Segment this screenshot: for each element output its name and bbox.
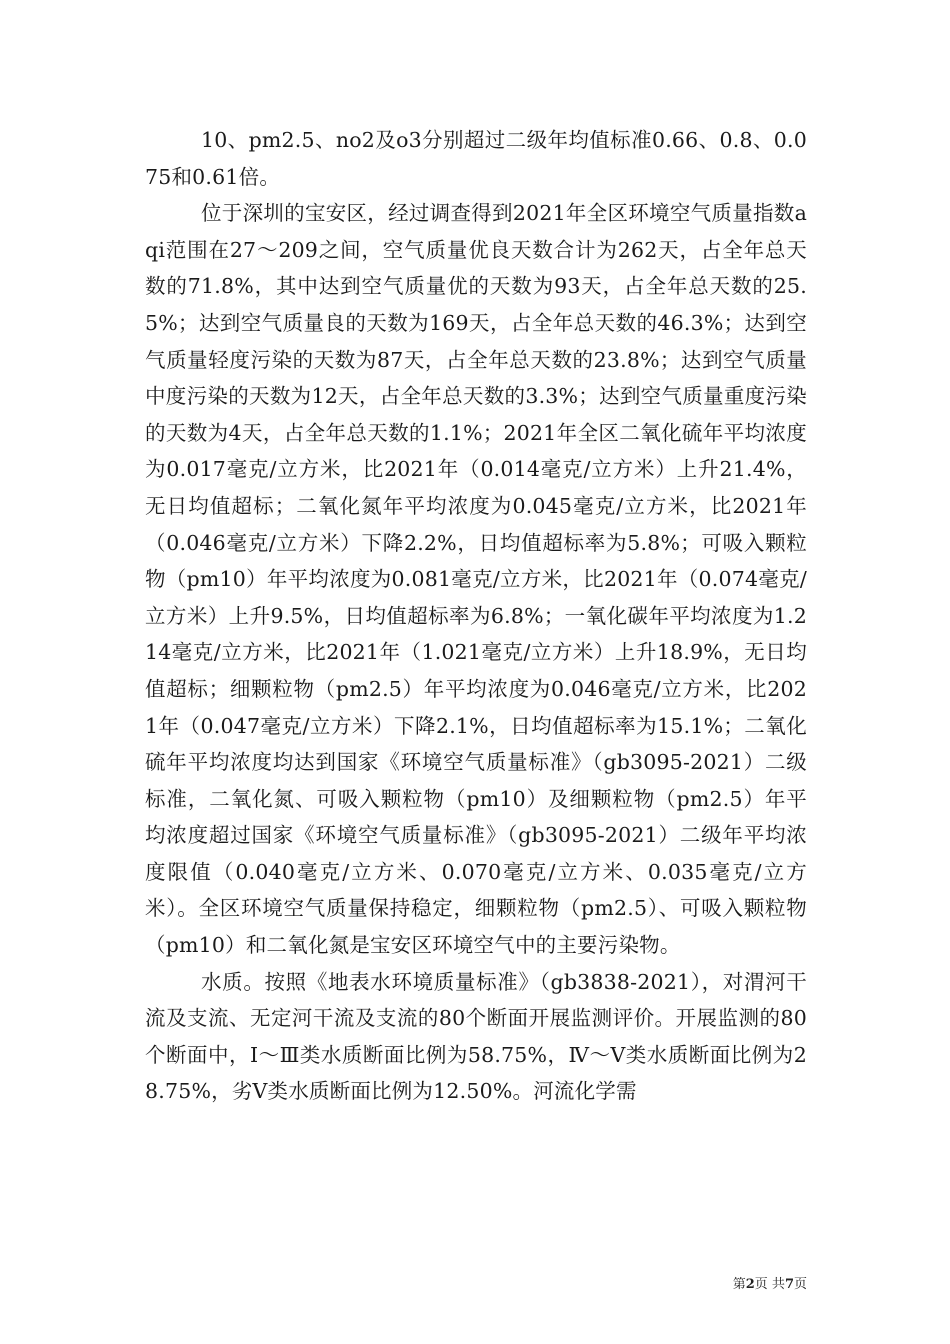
paragraph-air-quality-intro: 10、pm2.5、no2及o3分别超过二级年均值标准0.66、0.8、0.075和0.61倍。 [145,128,807,189]
paragraph-water-quality: 水质。按照《地表水环境质量标准》（gb3838-2021），对渭河干流及支流、无定河干流及支流的80个断面开展监测评价。开展监测的80个断面中，Ⅰ～Ⅲ类水质断面比例为58.75%，Ⅳ～Ⅴ类水质断面比例为28.75%，劣Ⅴ类水质断面比例为12.50%。河流化学需 [145,969,807,1104]
document-body [145,122,807,1110]
footer-total-pages: 7 [784,1277,794,1292]
paragraph-baoan-air-quality: 位于深圳的宝安区，经过调查得到2021年全区环境空气质量指数aqi范围在27～209之间，空气质量优良天数合计为262天，占全年总天数的71.8%，其中达到空气质量优的天数为93天，占全年总天数的25.5%；达到空气质量良的天数为169天，占全年总天数的46.3%；达到空气质量轻度污染的天数为87天，占全年总天数的23.8%；达到空气质量中度污染的天数为12天，占全年总天数的3.3%；达到空气质量重度污染的天数为4天，占全年总天数的1.1%；2021年全区二氧化硫年平均浓度为0.017毫克/立方米，比2021年（0.014毫克/立方米）上升21.4%，无日均值超标；二氧化氮年平均浓度为0.045毫克/立方米，比2021年（0.046毫克/立方米）下降2.2%，日均值超标率为5.8%；可吸入颗粒物（pm10）年平均浓度为0.081毫克/立方米，比2021年（0.074毫克/立方米）上升9.5%，日均值超标率为6.8%；一氧化碳年平均浓度为1.214毫克/立方米，比2021年（1.021毫克/立方米）上升18.9%，无日均值超标；细颗粒物（pm2.5）年平均浓度为0.046毫克/立方米，比2021年（0.047毫克/立方米）下降2.1%，日均值超标率为15.1%；二氧化硫年平均浓度均达到国家《环境空气质量标准》（gb3095-2021）二级标准，二氧化氮、可吸入颗粒物（pm10）及细颗粒物（pm2.5）年平均浓度超过国家《环境空气质量标准》（gb3095-2021）二级年平均浓度限值（0.040毫克/立方米、0.070毫克/立方米、0.035毫克/立方米）。全区环境空气质量保持稳定，细颗粒物（pm2.5）、可吸入颗粒物（pm10）和二氧化氮是宝安区环境空气中的主要污染物。 [145,201,807,958]
footer-prefix: 第 [732,1277,746,1292]
page-footer [733,1276,807,1294]
footer-current-page: 2 [745,1277,755,1292]
footer-suffix: 页 [793,1277,807,1292]
footer-middle: 页 共 [754,1277,785,1292]
